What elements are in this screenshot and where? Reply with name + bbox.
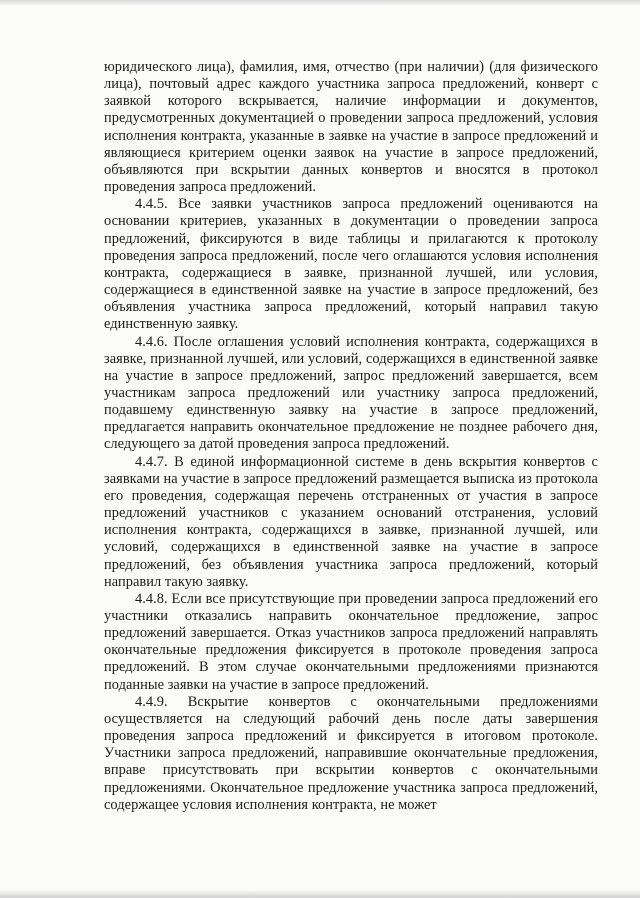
page-bottom-shadow xyxy=(0,890,640,898)
document-body xyxy=(104,59,598,814)
paragraph-4-4-7: 4.4.7. В единой информационной системе в день вскрытия конвертов с заявками на участие в запросе предложений размещается выписка из протокола его проведения, содержащая перечень отстраненных от участия в запросе предложений участников с указанием оснований отстранения, условий исполнения контракта, содержащихся в заявке, признанной лучшей, или условий, содержащихся в единственной заявке на участие в запросе предложений, без объявления участника запроса предложений, который направил такую заявку. xyxy=(104,453,598,590)
paragraph-4-4-6: 4.4.6. После оглашения условий исполнения контракта, содержащихся в заявке, признанной лучшей, или условий, содержащихся в единственной заявке на участие в запросе предложений, запрос предложений завершается, всем участникам запроса предложений или участнику запроса предложений, подавшему единственную заявку на участие в запросе предложений, предлагается направить окончательное предложение не позднее рабочего дня, следующего за датой проведения запроса предложений. xyxy=(104,333,598,453)
paragraph-4-4-8: 4.4.8. Если все присутствующие при проведении запроса предложений его участники отказались направить окончательное предложение, запрос предложений завершается. Отказ участников запроса предложений направлять окончательные предложения фиксируется в протоколе проведения запроса предложений. В этом случае окончательными предложениями признаются поданные заявки на участие в запросе предложений. xyxy=(104,590,598,693)
page-top-shadow xyxy=(0,0,640,6)
paragraph-4-4-5: 4.4.5. Все заявки участников запроса предложений оцениваются на основании критериев, указанных в документации о проведении запроса предложений, фиксируются в виде таблицы и прилагаются к протоколу проведения запроса предложений, после чего оглашаются условия исполнения контракта, содержащиеся в заявке, признанной лучшей, или условия, содержащиеся в единственной заявке на участие в запросе предложений, без объявления участника запроса предложений, который направил такую единственную заявку. xyxy=(104,196,598,333)
paragraph-continuation: юридического лица), фамилия, имя, отчество (при наличии) (для физического лица), почтовый адрес каждого участника запроса предложений, конверт с заявкой которого вскрывается, наличие информации и документов, предусмотренных документацией о проведении запроса предложений, условия исполнения контракта, указанные в заявке на участие в запросе предложений и являющиеся критерием оценки заявок на участие в запросе предложений, объявляются при вскрытии данных конвертов и вносятся в протокол проведения запроса предложений. xyxy=(104,59,598,196)
paragraph-4-4-9: 4.4.9. Вскрытие конвертов с окончательными предложениями осуществляется на следующий рабочий день после даты завершения проведения запроса предложений и фиксируется в итоговом протоколе. Участники запроса предложений, направившие окончательные предложения, вправе присутствовать при вскрытии конвертов с окончательными предложениями. Окончательное предложение участника запроса предложений, содержащее условия исполнения контракта, не может xyxy=(104,693,598,813)
